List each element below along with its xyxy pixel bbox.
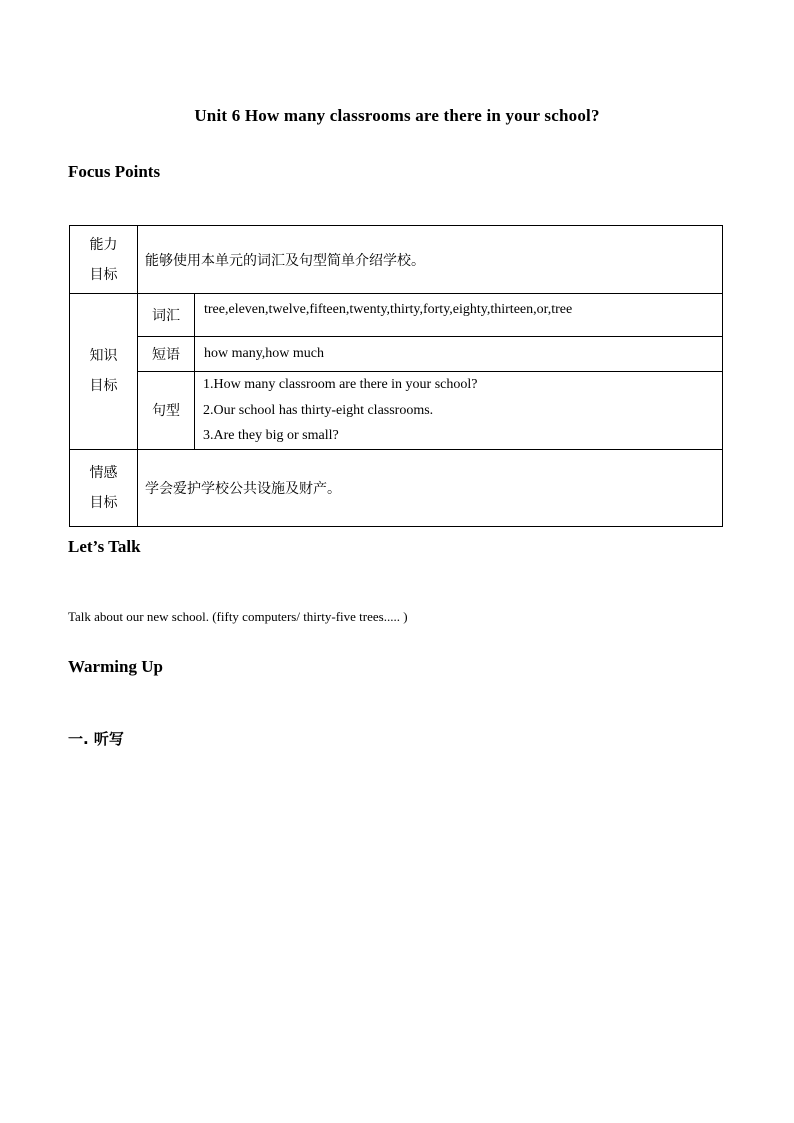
ability-label-line1: 能力 [89,236,118,253]
ability-label-line2: 目标 [89,266,118,283]
dictation-heading: 一. 听写 [68,730,124,748]
vocab-row [70,294,723,337]
emotion-row [70,449,723,526]
pattern-line: 1.How many classroom are there in your school? [203,377,478,392]
phrase-row [70,337,723,372]
focus-points-heading: Focus Points [68,162,161,181]
pattern-line: 2.Our school has thirty-eight classrooms. [203,402,434,418]
pattern-line: 3.Are they big or small? [203,428,339,443]
ability-content: 能够使用本单元的词汇及句型简单介绍学校。 [138,226,723,294]
talk-text: Talk about our new school. (fifty computers/ thirty-five trees..... ) [68,609,408,624]
pattern-row [70,372,723,450]
phrase-content: how many,how much [195,337,723,372]
lets-talk-heading: Let’s Talk [68,537,141,556]
ability-row [70,226,723,294]
page-title: Unit 6 How many classrooms are there in your school? [194,106,600,125]
vocab-content: tree,eleven,twelve,fifteen,twenty,thirty,forty,eighty,thirteen,or,tree [195,294,723,337]
phrase-label: 短语 [138,337,195,372]
emotion-label [70,449,138,526]
emotion-content: 学会爱护学校公共设施及财产。 [138,449,723,526]
focus-points-table [69,225,723,527]
pattern-label: 句型 [138,372,195,450]
vocab-label: 词汇 [138,294,195,337]
knowledge-label-line2: 目标 [89,378,118,395]
pattern-content [195,372,723,450]
emotion-label-line1: 情感 [89,464,118,481]
emotion-label-line2: 目标 [89,494,118,511]
knowledge-label [70,294,138,450]
warming-up-heading: Warming Up [68,657,163,676]
ability-label [70,226,138,294]
knowledge-label-line1: 知识 [89,348,118,365]
